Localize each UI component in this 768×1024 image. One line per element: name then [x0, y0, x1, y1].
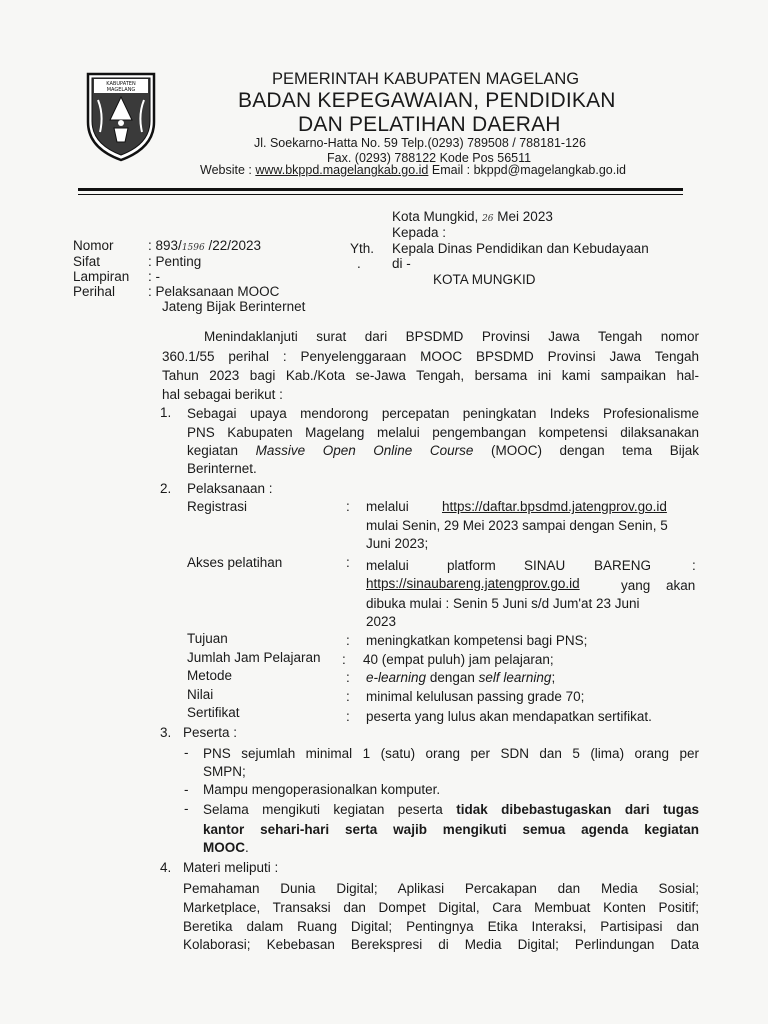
row-akses-w2: platform [447, 558, 496, 573]
item4-line-1: Pemahaman Dunia Digital; Aplikasi Percakapan dan Media Sosial; [183, 881, 699, 896]
item3-title: Peserta : [183, 725, 238, 740]
item3-bullet2: Mampu mengoperasionalkan komputer. [203, 782, 441, 797]
row-akses-akan: akan [666, 578, 696, 593]
row-tujuan-label: Tujuan [187, 631, 228, 646]
row-tujuan-value: meningkatkan kompetensi bagi PNS; [366, 633, 588, 648]
recipient-kepada: Kepada : [392, 225, 447, 240]
item4-number: 4. [160, 860, 172, 875]
item1-line-4: Berinternet. [187, 461, 257, 476]
row-akses-line3: dibuka mulai : Senin 5 Juni s/d Jum'at 23 Juni [366, 596, 640, 611]
meta-lampiran-label: Lampiran [73, 269, 130, 284]
row-akses-w3: SINAU [524, 558, 566, 573]
row-registrasi-line2: mulai Senin, 29 Mei 2023 sampai dengan Senin, 5 [366, 518, 668, 533]
header-rule-thick [78, 188, 683, 191]
row-registrasi-line3: Juni 2023; [366, 536, 429, 551]
meta-nomor-value: : 893/1596 /22/2023 [148, 238, 262, 253]
item3-bullet3-line1: Selama mengikuti kegiatan peserta tidak dibebastugaskan dari tugas [203, 802, 699, 817]
svg-text:KABUPATEN: KABUPATEN [106, 81, 136, 87]
item1-line-3: kegiatan Massive Open Online Course (MOOC) dengan tema Bijak [187, 443, 699, 458]
letter-date: Kota Mungkid, 26 Mei 2023 [392, 209, 553, 224]
item2-title: Pelaksanaan : [187, 481, 273, 496]
item1-number: 1. [160, 405, 172, 420]
item3-bullet3-line2: kantor sehari-hari serta wajib mengikuti semua agenda kegiatan [203, 822, 699, 837]
item3-bullet1-line2: SMPN; [203, 764, 246, 779]
letterhead-government: PEMERINTAH KABUPATEN MAGELANG [272, 70, 580, 88]
row-akses-yang: yang [621, 578, 651, 593]
recipient-dot: . [357, 256, 361, 271]
item4-line-4: Kolaborasi; Kebebasan Berekspresi di Media Digital; Perlindungan Data [183, 937, 699, 952]
letterhead-fax: Fax. (0293) 788122 Kode Pos 56511 [327, 151, 532, 165]
item1-line-2: PNS Kabupaten Magelang melalui pengembangan kompetensi dilaksanakan [187, 425, 699, 440]
meta-perihal-value-2: Jateng Bijak Berinternet [162, 299, 306, 314]
row-metode-label: Metode [187, 668, 233, 683]
email-address: bkppd@magelangkab.go.id [473, 163, 626, 177]
item4-line-2: Marketplace, Transaksi dan Dompet Digital, Cara Membuat Konten Positif; [183, 900, 699, 915]
row-akses-colon: : [346, 555, 350, 570]
row-sertifikat-label: Sertifikat [187, 705, 240, 720]
meta-lampiran-value: : - [148, 269, 161, 284]
intro-line-1: Menindaklanjuti surat dari BPSDMD Provinsi Jawa Tengah nomor [204, 329, 699, 344]
header-rule-thin [78, 194, 683, 195]
meta-sifat-label: Sifat [73, 254, 101, 269]
bullet-dash-3: - [184, 801, 189, 816]
row-registrasi-melalui: melalui [366, 499, 409, 514]
row-akses-w1: melalui [366, 558, 409, 573]
row-nilai-label: Nilai [187, 687, 214, 702]
recipient-yth: Yth. [350, 241, 375, 256]
recipient-city: KOTA MUNGKID [433, 272, 536, 287]
row-metode-colon: : [346, 670, 350, 685]
row-tujuan-colon: : [346, 633, 350, 648]
row-jam-colon: : [342, 652, 346, 667]
recipient-line1: Kepala Dinas Pendidikan dan Kebudayaan [392, 241, 649, 256]
sinau-bareng-link[interactable]: https://sinaubareng.jatengprov.go.id [366, 576, 580, 591]
intro-line-3: Tahun 2023 bagi Kab./Kota se-Jawa Tengah, bersama ini kami sampaikan hal- [162, 368, 699, 383]
item4-title: Materi meliputi : [183, 860, 279, 875]
recipient-di: di - [392, 256, 411, 271]
item4-line-3: Beretika dalam Ruang Digital; Pentingnya Etika Interaksi, Partisipasi dan [183, 919, 699, 934]
item3-number: 3. [160, 725, 172, 740]
meta-perihal-value: : Pelaksanaan MOOC [148, 284, 280, 299]
svg-text:MAGELANG: MAGELANG [106, 87, 136, 93]
row-akses-w4: BARENG [594, 558, 652, 573]
letterhead-agency-line1: BADAN KEPEGAWAIAN, PENDIDIKAN [238, 89, 616, 112]
registration-link[interactable]: https://daftar.bpsdmd.jatengprov.go.id [442, 499, 667, 514]
handwritten-number: 1596 [181, 243, 205, 253]
letterhead-contact: Website : www.bkppd.magelangkab.go.id Email : bkppd@magelangkab.go.id [200, 163, 626, 177]
meta-sifat-value: : Penting [148, 254, 202, 269]
row-registrasi-label: Registrasi [187, 499, 248, 514]
row-sertifikat-value: peserta yang lulus akan mendapatkan sertifikat. [366, 709, 652, 724]
item3-bullet1-line1: PNS sejumlah minimal 1 (satu) orang per SDN dan 5 (lima) orang per [203, 746, 699, 761]
row-registrasi-colon: : [346, 499, 350, 514]
intro-line-4: hal sebagai berikut : [162, 387, 283, 402]
bullet-dash-2: - [184, 782, 189, 797]
row-jam-label: Jumlah Jam Pelajaran [187, 650, 321, 665]
item3-bullet3-line3: MOOC. [203, 840, 249, 855]
row-akses-w5: : [692, 558, 696, 573]
row-nilai-value: minimal kelulusan passing grade 70; [366, 689, 585, 704]
meta-nomor-label: Nomor [73, 238, 114, 253]
bullet-dash-1: - [184, 745, 189, 760]
item1-line-1: Sebagai upaya mendorong percepatan peningkatan Indeks Profesionalisme [187, 406, 699, 421]
kabupaten-magelang-crest-icon [84, 70, 158, 162]
letterhead-address: Jl. Soekarno-Hatta No. 59 Telp.(0293) 789508 / 788181-126 [254, 136, 586, 150]
row-akses-label: Akses pelatihan [187, 555, 283, 570]
intro-line-2: 360.1/55 perihal : Penyelenggaraan MOOC BPSDMD Provinsi Jawa Tengah [162, 349, 699, 364]
row-metode-value: e-learning dengan self learning; [366, 670, 556, 685]
row-akses-line4: 2023 [366, 614, 397, 629]
row-sertifikat-colon: : [346, 709, 350, 724]
letterhead-agency-line2: DAN PELATIHAN DAERAH [298, 113, 561, 136]
item2-number: 2. [160, 481, 172, 496]
handwritten-day: 26 [482, 214, 494, 224]
row-nilai-colon: : [346, 689, 350, 704]
website-link[interactable]: www.bkppd.magelangkab.go.id [255, 163, 429, 177]
meta-perihal-label: Perihal [73, 284, 116, 299]
row-jam-value: 40 (empat puluh) jam pelajaran; [363, 652, 554, 667]
